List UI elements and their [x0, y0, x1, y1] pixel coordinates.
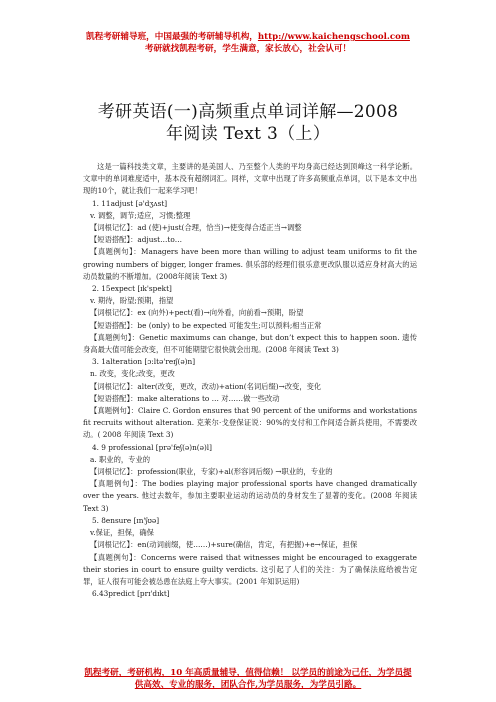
header-website-link[interactable]: http://www.kaichengschool.com [257, 32, 410, 42]
entry-head: 2. 15expect [ɪk'spekt] [92, 284, 172, 294]
entry-example: 【真题例句】：Concerns were raised that witnesses might be encouraged to exaggerate their stories in court to ensure guilty verdicts. 这引起了人们的关注：为了确保法庭给被告定罪，证人很有可能会被怂恿在法庭上夸大事实。(2001 年知识运用) [83, 552, 417, 586]
entry-root: 【词根记忆】：alter(改变，更改，改动)+ation(名词后缀)→改变，变化 [90, 381, 322, 391]
entry-head: 3. 1alteration [ɔ:ltə'reɪʃ(ə)n] [92, 357, 196, 367]
header-line-1 [0, 31, 496, 43]
entry-example: 【真题例句】：Claire C. Gordon ensures that 90 percent of the uniforms and workstations fit recruits without alteration. 克莱尔·戈登保证说：90%的支付和工作间适合新兵使用，不需要改动。( 2008 年阅读 Text 3) [83, 406, 417, 440]
page-footer [0, 667, 496, 691]
entry-head: 4. 9 professional [prə'feʃ(ə)n(ə)l] [92, 442, 212, 452]
entry-pos: n. 改变，变化;改变，更改 [90, 369, 175, 379]
entry-root: 【词根记忆】：ex (向外)+pect(看)→向外看，向前看→预期，盼望 [90, 308, 304, 318]
entry-pos: a. 职业的，专业的 [90, 454, 151, 464]
entry-head: 1. 11adjust [ə'dʒʌst] [92, 198, 168, 208]
title-line-1: 考研英语(一)高频重点单词详解—2008 [97, 102, 399, 122]
footer-line-1: 凯程考研，考研机构，10 年高质量辅导，值得信赖！ 以学员的前途为己任，为学员提 [84, 668, 412, 678]
entry-head: 6.43predict [prɪ'dɪkt] [92, 589, 170, 599]
entry-pos: v.保证，担保，确保 [90, 528, 154, 538]
entry-example: 【真题例句】：Managers have been more than willing to adjust team uniforms to fit the growing numbers of bigger, longer frames. 俱乐部的经理们很乐意更改队服以适应身材高大的运动员数量的不断增加。(2008年阅读 Text 3) [83, 247, 417, 281]
intro-paragraph: 这是一篇科技类文章，主要讲的是美国人、乃至整个人类的平均身高已经达到顶峰这一科学论断。文章中的单词难度适中，基本没有超纲词汇。同样，文章中出现了许多高频重点单词，以下是本文中出现的10个，就让我们一起来学习吧！ [83, 162, 417, 196]
entry-pos: v. 期待，盼望;预期，指望 [90, 296, 174, 306]
entry-head: 5. 8ensure [ɪn'ʃʊə] [92, 515, 160, 525]
entry-pos: v. 调整，调节;适应，习惯;整理 [90, 210, 191, 220]
entry-root: 【词根记忆】：profession(职业，专家)+al(形容词后缀) →职业的，专业的 [90, 467, 333, 477]
title-line-2: 年阅读 Text 3（上） [165, 124, 331, 144]
entry-example: 【真题例句】：The bodies playing major professional sports have changed dramatically over the years. 他过去数年，参加主要职业运动的运动员的身材发生了显著的变化。(2008 年阅读 Text 3) [83, 479, 417, 513]
entry-phrase: 【短语搭配】：make alterations to … 对……做一些改动 [90, 393, 280, 403]
entry-phrase: 【短语搭配】：be (only) to be expected 可能发生;可以预料;相当正常 [90, 320, 322, 330]
entry-root: 【词根记忆】：ad (使)+just(合理，恰当)→使变得合适正当→调整 [90, 223, 302, 233]
article-body [83, 161, 417, 600]
entry-root: 【词根记忆】：en(动词前缀，使……)+sure(确信，肯定，有把握)+e→保证，担保 [90, 540, 358, 550]
page-title [56, 101, 440, 145]
page-header [0, 31, 496, 55]
header-line-2: 考研就找凯程考研，学生满意，家长放心，社会认可！ [144, 44, 352, 54]
header-slogan: 凯程考研辅导班，中国最强的考研辅导机构， [86, 32, 258, 42]
entry-example: 【真题例句】：Genetic maximums can change, but don’t expect this to happen soon. 遗传身高最大值可能会改变，但不可能期望它很快就会出现。(2008 年阅读 Text 3) [83, 332, 417, 355]
entry-phrase: 【短语搭配】：adjust…to… [90, 235, 183, 245]
footer-line-2: 供高效、专业的服务，团队合作,为学员服务，为学员引路。 [134, 680, 362, 690]
